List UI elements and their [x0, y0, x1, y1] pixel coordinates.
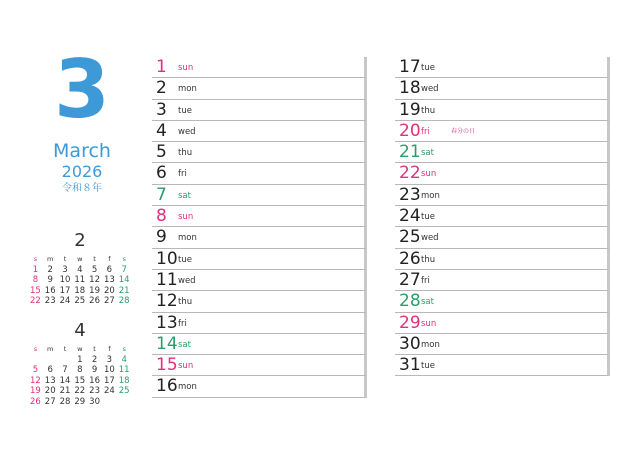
day-row — [395, 142, 610, 163]
day-number: 20 — [399, 120, 421, 141]
day-row — [395, 78, 610, 99]
day-weekday: thu — [178, 148, 193, 159]
day-row — [395, 100, 610, 121]
day-row — [152, 376, 367, 397]
mini-calendar-day: 13 — [44, 375, 56, 386]
day-row — [395, 270, 610, 291]
mini-calendar-day: 4 — [77, 264, 83, 275]
mini-calendar-day: 21 — [59, 386, 71, 397]
mini-calendar-day: 18 — [118, 375, 130, 386]
day-row — [152, 291, 367, 312]
day-row — [152, 313, 367, 334]
mini-calendar-day: 24 — [59, 296, 71, 307]
mini-calendar-day: 20 — [44, 386, 56, 397]
mini-calendar-day: 5 — [32, 365, 39, 376]
day-number: 2 — [156, 78, 167, 99]
day-row — [395, 227, 610, 248]
day-row — [395, 121, 610, 142]
day-number: 22 — [399, 163, 421, 184]
mini-calendar-weekday-header: t — [63, 345, 67, 353]
day-number: 13 — [156, 312, 178, 333]
mini-calendar-grid — [28, 344, 132, 408]
mini-calendar-grid — [28, 254, 132, 307]
day-weekday: fri — [178, 169, 187, 180]
mini-calendar-day: 6 — [106, 264, 113, 275]
mini-calendar-weekday-header: m — [47, 255, 54, 263]
mini-calendar-weekday-header: s — [33, 345, 38, 353]
day-row — [152, 100, 367, 121]
day-weekday: mon — [421, 339, 440, 350]
mini-calendar-day: 1 — [77, 354, 83, 365]
day-number: 9 — [156, 227, 167, 248]
day-number: 18 — [399, 78, 421, 99]
mini-calendar-weekday-header: t — [93, 255, 96, 263]
month-number: 3 — [54, 43, 110, 136]
holiday-label: 春分の日 — [451, 127, 476, 135]
day-weekday: sat — [421, 297, 434, 308]
day-number: 12 — [156, 291, 178, 312]
mini-calendar-day: 7 — [121, 264, 127, 275]
month-name: March — [53, 140, 111, 162]
mini-calendar-day: 26 — [29, 396, 41, 407]
mini-calendar-day: 3 — [106, 354, 113, 365]
mini-calendar-day: 30 — [89, 396, 100, 407]
day-number: 21 — [399, 142, 421, 163]
day-weekday: wed — [421, 233, 439, 244]
mini-calendar-day: 17 — [59, 285, 71, 296]
day-weekday: mon — [178, 233, 197, 244]
day-number: 15 — [156, 355, 178, 376]
day-number: 1 — [156, 57, 167, 77]
day-number: 17 — [399, 57, 421, 77]
era-year: 令和８年 — [62, 183, 102, 194]
mini-calendar-day: 29 — [74, 396, 86, 407]
day-number: 8 — [156, 206, 167, 227]
day-number: 31 — [399, 355, 421, 376]
mini-calendar-day — [102, 397, 117, 408]
day-row — [152, 57, 367, 78]
mini-calendar-day: 1 — [32, 264, 39, 275]
mini-calendar-day: 25 — [74, 296, 86, 307]
mini-calendar-day: 9 — [47, 275, 53, 286]
mini-calendar-day: 22 — [29, 296, 41, 307]
mini-calendar-day: 6 — [47, 365, 53, 376]
mini-calendar-day: 19 — [89, 285, 100, 296]
day-row — [152, 185, 367, 206]
mini-calendar-next — [28, 320, 132, 408]
day-row — [152, 355, 367, 376]
day-weekday: thu — [421, 254, 436, 265]
mini-calendar-weekday-header: s — [33, 255, 38, 263]
day-row — [152, 163, 367, 184]
mini-calendar-day: 10 — [59, 275, 71, 286]
day-number: 7 — [156, 184, 167, 205]
mini-calendar-day: 5 — [91, 264, 98, 275]
day-row — [152, 270, 367, 291]
mini-calendar-day: 16 — [89, 375, 100, 386]
day-row — [152, 334, 367, 355]
day-number: 10 — [156, 248, 178, 269]
mini-calendar-month-number: 2 — [74, 230, 86, 251]
day-list-left — [152, 57, 367, 398]
day-number: 16 — [156, 376, 178, 397]
day-row — [152, 78, 367, 99]
day-weekday: wed — [178, 275, 196, 286]
mini-calendar-day: 17 — [103, 375, 115, 386]
mini-calendar-month-number: 4 — [74, 320, 86, 341]
mini-calendar-weekday-header: m — [47, 345, 54, 353]
day-number: 3 — [156, 99, 167, 120]
mini-calendar-day: 27 — [44, 396, 56, 407]
day-number: 27 — [399, 269, 421, 290]
day-number: 29 — [399, 312, 421, 333]
day-row — [395, 334, 610, 355]
day-weekday: fri — [421, 275, 430, 286]
mini-calendar-day: 21 — [118, 285, 130, 296]
day-row — [395, 355, 610, 376]
day-weekday: fri — [421, 126, 430, 137]
day-weekday: tue — [421, 63, 435, 73]
day-weekday: mon — [178, 84, 197, 95]
day-row — [395, 206, 610, 227]
day-weekday: sun — [178, 63, 194, 73]
mini-calendar-weekday-header: s — [122, 345, 126, 353]
mini-calendar-day: 4 — [121, 354, 127, 365]
mini-calendar-day: 23 — [44, 296, 56, 307]
mini-calendar-weekday-header: t — [93, 345, 96, 353]
day-number: 4 — [156, 120, 167, 141]
day-row — [395, 249, 610, 270]
mini-calendar-day: 25 — [118, 386, 130, 397]
day-number: 24 — [399, 206, 421, 227]
mini-calendar-day: 10 — [103, 365, 115, 376]
mini-calendar-day: 27 — [103, 296, 115, 307]
day-row — [152, 121, 367, 142]
day-row — [395, 185, 610, 206]
day-weekday: tue — [178, 254, 192, 265]
mini-calendar-day — [43, 355, 58, 366]
day-weekday: sun — [421, 318, 437, 329]
mini-calendar-day: 12 — [89, 275, 100, 286]
mini-calendar-weekday-header: f — [108, 255, 111, 263]
mini-calendar-weekday-header: w — [77, 255, 83, 263]
day-weekday: sat — [421, 148, 434, 159]
day-weekday: thu — [421, 105, 436, 116]
day-weekday: wed — [178, 126, 196, 137]
mini-calendar-day: 12 — [29, 375, 41, 386]
day-number: 6 — [156, 163, 167, 184]
mini-calendar-day: 15 — [29, 285, 41, 296]
day-number: 23 — [399, 184, 421, 205]
day-weekday: sat — [178, 190, 191, 201]
year: 2026 — [61, 162, 103, 181]
day-row — [152, 142, 367, 163]
mini-calendar-day: 15 — [74, 375, 86, 386]
mini-calendar-day — [117, 397, 132, 408]
month-header — [42, 43, 122, 196]
day-weekday: wed — [421, 84, 439, 95]
day-number: 11 — [156, 269, 178, 290]
day-list-right — [395, 57, 610, 376]
mini-calendar-prev — [28, 230, 132, 307]
day-weekday: sun — [178, 212, 194, 223]
day-number: 14 — [156, 333, 178, 354]
mini-calendar-day: 14 — [118, 275, 130, 286]
mini-calendar-day: 8 — [32, 275, 39, 286]
mini-calendar-weekday-header: f — [108, 345, 111, 353]
day-number: 28 — [399, 291, 421, 312]
day-number: 5 — [156, 142, 167, 163]
mini-calendar-day: 22 — [74, 386, 86, 397]
mini-calendar-day: 19 — [29, 386, 41, 397]
mini-calendar-day — [58, 355, 73, 366]
day-number: 19 — [399, 99, 421, 120]
day-row — [395, 163, 610, 184]
mini-calendar-day: 16 — [44, 285, 56, 296]
day-row — [152, 206, 367, 227]
mini-calendar-day: 11 — [118, 365, 130, 376]
day-row — [395, 57, 610, 78]
mini-calendar-day: 7 — [62, 365, 68, 376]
mini-calendar-day: 14 — [59, 375, 71, 386]
day-weekday: thu — [178, 297, 193, 308]
mini-calendar-day: 3 — [62, 264, 68, 275]
day-weekday: fri — [178, 318, 187, 329]
day-weekday: sun — [178, 361, 194, 372]
mini-calendar-day: 18 — [74, 285, 86, 296]
day-row — [395, 291, 610, 312]
mini-calendar-day: 11 — [74, 275, 86, 286]
mini-calendar-day: 13 — [103, 275, 115, 286]
day-weekday: tue — [421, 212, 435, 223]
day-weekday: sat — [178, 339, 191, 350]
mini-calendar-day: 23 — [89, 386, 100, 397]
day-number: 25 — [399, 227, 421, 248]
day-row — [395, 313, 610, 334]
mini-calendar-day: 28 — [118, 296, 130, 307]
mini-calendar-weekday-header: t — [63, 255, 67, 263]
mini-calendar-day: 2 — [47, 264, 53, 275]
day-weekday: tue — [421, 361, 435, 372]
mini-calendar-day: 2 — [91, 354, 98, 365]
day-weekday: mon — [178, 382, 197, 393]
day-number: 26 — [399, 248, 421, 269]
mini-calendar-day: 24 — [103, 386, 115, 397]
mini-calendar-weekday-header: s — [122, 255, 126, 263]
mini-calendar-day: 26 — [89, 296, 100, 307]
mini-calendar-day — [28, 355, 43, 366]
mini-calendar-day: 20 — [103, 285, 115, 296]
day-weekday: sun — [421, 169, 437, 180]
mini-calendar-weekday-header: w — [77, 345, 83, 353]
day-weekday: mon — [421, 190, 440, 201]
day-weekday: tue — [178, 105, 192, 116]
mini-calendar-day: 8 — [77, 365, 83, 376]
day-row — [152, 227, 367, 248]
day-row — [152, 249, 367, 270]
mini-calendar-day: 28 — [59, 396, 71, 407]
mini-calendar-day: 9 — [91, 365, 98, 376]
day-number: 30 — [399, 333, 421, 354]
